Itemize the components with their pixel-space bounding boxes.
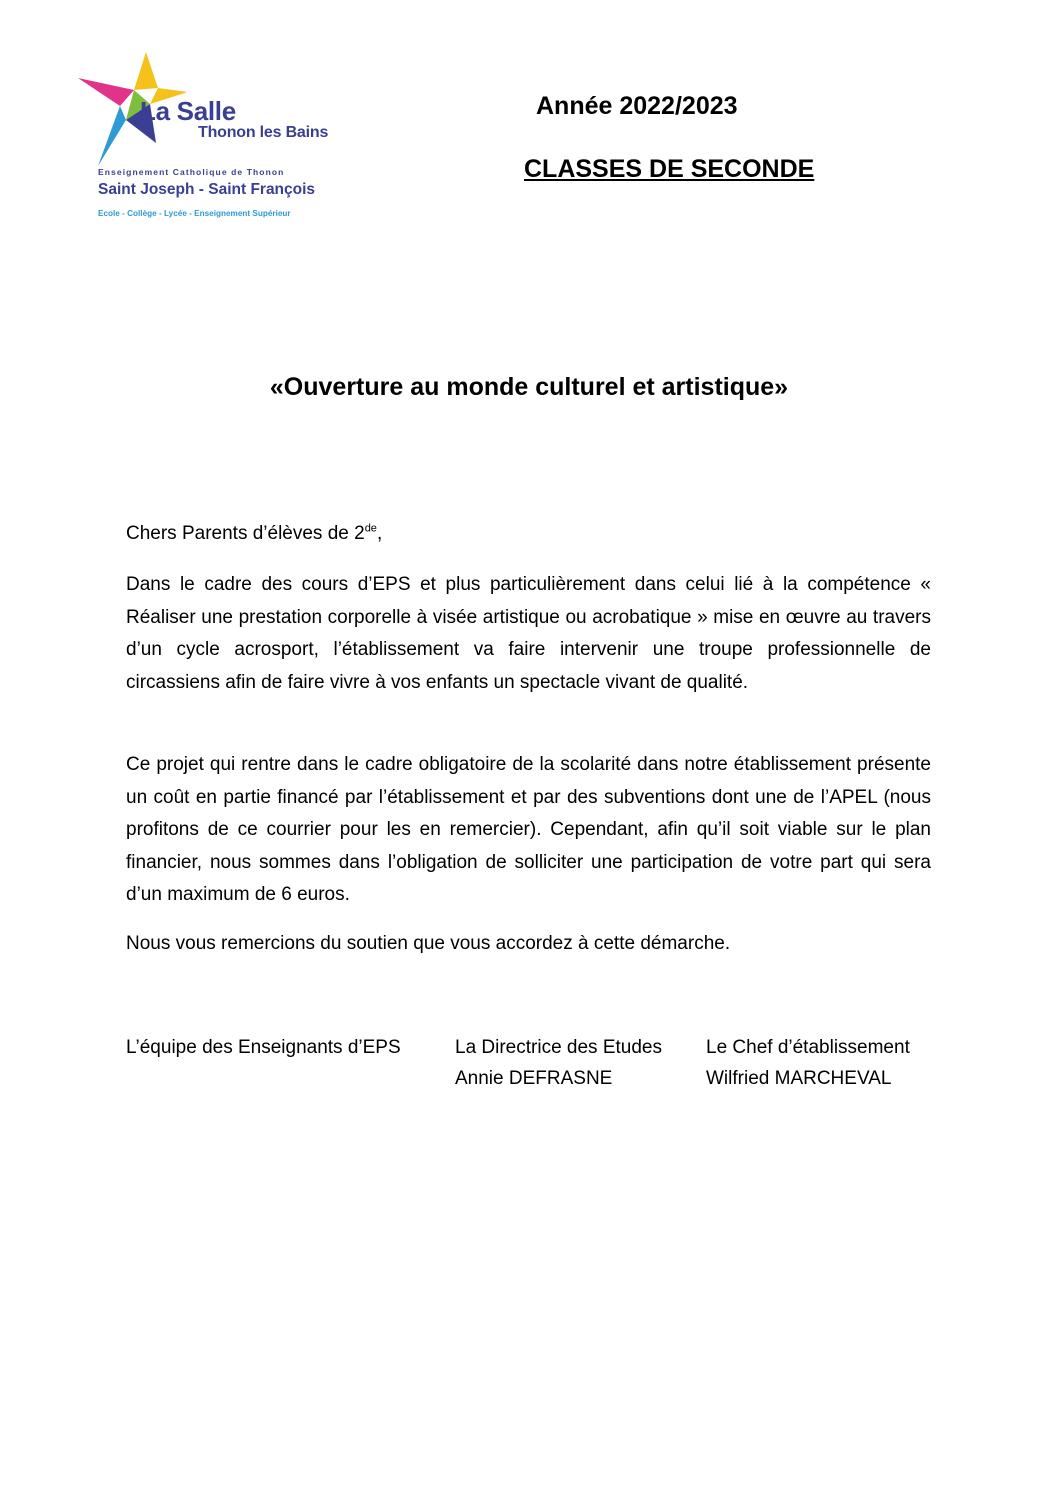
logo-city: Thonon les Bains (198, 124, 329, 141)
signature-head-of-school (706, 1032, 910, 1094)
signature-role: Le Chef d’établissement (706, 1037, 910, 1058)
letter-paragraph-1: Dans le cadre des cours d’EPS et plus particulièrement dans celui lié à la compétence « Réaliser une prestation corporelle à visée artistique ou acrobatique » mise en œuvre au travers d’un cycle acrosport, l’établissement va faire intervenir une troupe professionnelle de circassiens afin de faire vivre à vos enfants un spectacle vivant de qualité. (126, 574, 931, 693)
letter-greeting (126, 518, 931, 551)
greeting-punctuation: , (376, 523, 383, 544)
logo-levels: Ecole - Collège - Lycée - Enseignement Supérieur (98, 209, 291, 218)
document-title: «Ouverture au monde culturel et artistique» (269, 373, 789, 401)
school-year: Année 2022/2023 (536, 92, 738, 120)
signature-name: Annie DEFRASNE (455, 1068, 613, 1089)
signature-name: Wilfried MARCHEVAL (706, 1068, 892, 1089)
signature-eps-team (126, 1032, 401, 1063)
greeting-superscript: de (364, 522, 377, 535)
signature-role: L’équipe des Enseignants d’EPS (126, 1037, 401, 1058)
class-level-heading: CLASSES DE SECONDE (524, 155, 815, 183)
letter-paragraph-3: Nous vous remercions du soutien que vous accordez à cette démarche. (126, 933, 731, 954)
signature-director-studies (455, 1032, 662, 1094)
signature-role: La Directrice des Etudes (455, 1037, 662, 1058)
school-logo (76, 48, 336, 228)
greeting-text: Chers Parents d’élèves de 2 (126, 523, 365, 544)
logo-name: La Salle (140, 96, 236, 126)
logo-enseignement: Enseignement Catholique de Thonon (98, 167, 285, 177)
letter-paragraph-2: Ce projet qui rentre dans le cadre obligatoire de la scolarité dans notre établissement présente un coût en partie financé par l’établissement et par des subventions dont une de l’APEL (nous profitons de ce courrier pour les en remercier). Cependant, afin qu’il soit viable sur le plan financier, nous sommes dans l’obligation de solliciter une participation de votre part qui sera d’un maximum de 6 euros. (126, 754, 931, 905)
logo-schools: Saint Joseph - Saint François (98, 181, 316, 198)
